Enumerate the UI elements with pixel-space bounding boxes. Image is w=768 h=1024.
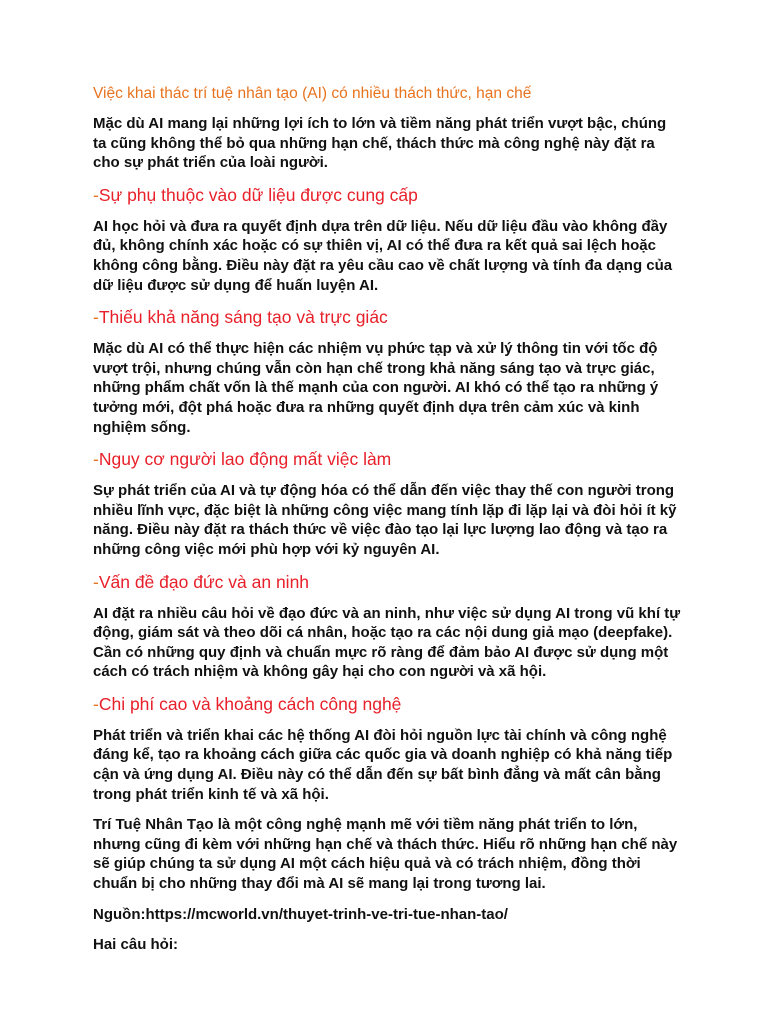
section-heading xyxy=(93,184,683,206)
section-creativity xyxy=(93,306,683,437)
section-cost-gap xyxy=(93,693,683,804)
section-ethics-security xyxy=(93,571,683,682)
section-body: Phát triển và triển khai các hệ thống AI đòi hỏi nguồn lực tài chính và công nghệ đáng kể, tạo ra khoảng cách giữa các quốc gia và doanh nghiệp có khả năng tiếp cận và ứng dụng AI. Điều này có thể dẫn đến sự bất bình đẳng và mất cân bằng trong phát triển kinh tế và xã hội. xyxy=(93,726,673,803)
heading-dash: - xyxy=(93,307,99,328)
source-line: Nguồn:https://mcworld.vn/thuyet-trinh-ve-tri-tue-nhan-tao/ xyxy=(93,905,508,923)
document-title: Việc khai thác trí tuệ nhân tạo (AI) có nhiều thách thức, hạn chế xyxy=(93,85,532,102)
heading-text: Chi phí cao và khoảng cách công nghệ xyxy=(98,693,402,714)
section-body: Mặc dù AI có thể thực hiện các nhiệm vụ phức tạp và xử lý thông tin với tốc độ vượt trội, nhưng chúng vẫn còn hạn chế trong khả năng sáng tạo và trực giác, những phẩm chất vốn là thế mạnh của con người. AI khó có thể tạo ra những ý tưởng mới, đột phá hoặc đưa ra những quyết định dựa trên cảm xúc và kinh nghiệm sống. xyxy=(93,340,659,436)
heading-text: Sự phụ thuộc vào dữ liệu được cung cấp xyxy=(98,184,418,205)
section-job-loss xyxy=(93,448,683,559)
heading-text: Nguy cơ người lao động mất việc làm xyxy=(98,449,392,470)
heading-dash: - xyxy=(93,571,99,592)
conclusion-paragraph: Trí Tuệ Nhân Tạo là một công nghệ mạnh mẽ với tiềm năng phát triển to lớn, nhưng cũng đi kèm với những hạn chế và thách thức. Hiểu rõ những hạn chế này sẽ giúp chúng ta sử dụng AI một cách hiệu quả và có trách nhiệm, đồng thời chuẩn bị cho những thay đổi mà AI sẽ mang lại trong tương lai. xyxy=(93,816,678,893)
section-body: AI đặt ra nhiều câu hỏi về đạo đức và an ninh, như việc sử dụng AI trong vũ khí tự động, giám sát và theo dõi cá nhân, hoặc tạo ra các nội dung giả mạo (deepfake). Cần có những quy định và chuẩn mực rõ ràng để đảm bảo AI được sử dụng một cách có trách nhiệm và không gây hại cho con người và xã hội. xyxy=(93,604,681,681)
heading-dash: - xyxy=(93,449,99,470)
section-data-dependency xyxy=(93,184,683,295)
section-heading xyxy=(93,693,683,715)
intro-paragraph: Mặc dù AI mang lại những lợi ích to lớn và tiềm năng phát triển vượt bậc, chúng ta cũng không thể bỏ qua những hạn chế, thách thức mà công nghệ này đặt ra cho sự phát triển của loài người. xyxy=(93,115,667,172)
heading-dash: - xyxy=(93,184,99,205)
section-heading xyxy=(93,306,683,328)
section-heading xyxy=(93,571,683,593)
heading-text: Vấn đề đạo đức và an ninh xyxy=(98,571,310,592)
document-page xyxy=(93,84,683,966)
section-body: Sự phát triển của AI và tự động hóa có thể dẫn đến việc thay thế con người trong nhiều lĩnh vực, đặc biệt là những công việc mang tính lặp đi lặp lại và đòi hỏi ít kỹ năng. Điều này đặt ra thách thức về việc đào tạo lại lực lượng lao động và tạo ra những công việc mới phù hợp với kỷ nguyên AI. xyxy=(93,482,677,558)
heading-dash: - xyxy=(93,693,99,714)
heading-text: Thiếu khả năng sáng tạo và trực giác xyxy=(98,307,388,328)
section-heading xyxy=(93,448,683,470)
section-body: AI học hỏi và đưa ra quyết định dựa trên dữ liệu. Nếu dữ liệu đầu vào không đầy đủ, không chính xác hoặc có sự thiên vị, AI có thể đưa ra kết quả sai lệch hoặc không công bằng. Điều này đặt ra yêu cầu cao về chất lượng và tính đa dạng của dữ liệu được sử dụng để huấn luyện AI. xyxy=(93,217,673,294)
questions-label: Hai câu hỏi: xyxy=(93,936,179,954)
